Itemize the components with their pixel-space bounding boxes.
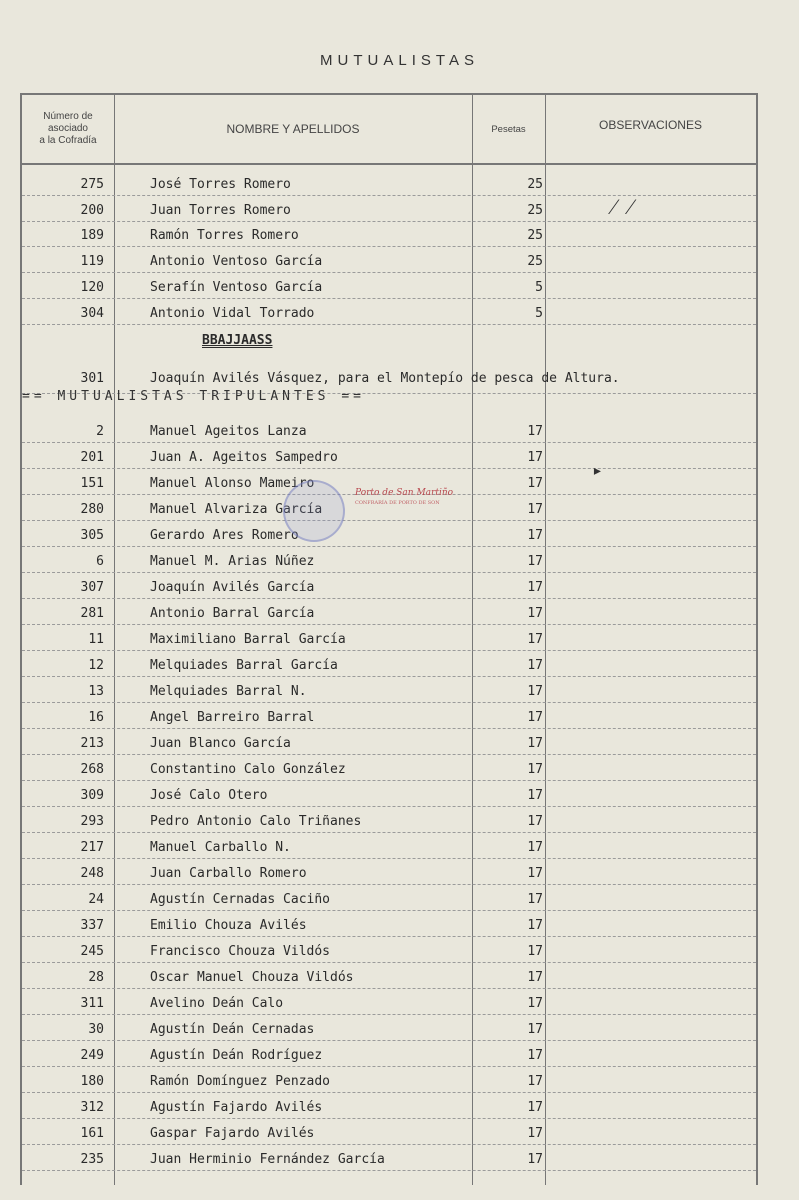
member-name: Agustín Fajardo Avilés	[150, 1100, 323, 1115]
member-number: 6	[96, 554, 104, 569]
table-row	[22, 963, 756, 989]
member-name: Antonio Vidal Torrado	[150, 306, 315, 321]
stamp-subtitle: CONFRARÍA DE PORTO DE SON	[355, 500, 440, 506]
member-number: 28	[88, 970, 104, 985]
member-number: 280	[80, 502, 104, 517]
pesetas-amount: 17	[527, 1152, 543, 1167]
pesetas-amount: 17	[527, 554, 543, 569]
pesetas-amount: 17	[527, 788, 543, 803]
table-row	[22, 1119, 756, 1145]
member-name: Francisco Chouza Vildós	[150, 944, 331, 959]
pesetas-amount: 17	[527, 1022, 543, 1037]
table-row	[22, 273, 756, 299]
member-number: 312	[80, 1100, 104, 1115]
page-title: MUTUALISTAS	[320, 52, 479, 69]
member-number: 119	[80, 254, 104, 269]
table-row	[22, 196, 756, 222]
member-number: 11	[88, 632, 104, 647]
member-name: Serafín Ventoso García	[150, 280, 323, 295]
pesetas-amount: 17	[527, 736, 543, 751]
member-name: Melquiades Barral García	[150, 658, 338, 673]
pesetas-amount: 17	[527, 840, 543, 855]
member-number: 213	[80, 736, 104, 751]
member-name: Manuel Ageitos Lanza	[150, 424, 307, 439]
member-number: 180	[80, 1074, 104, 1089]
member-number: 337	[80, 918, 104, 933]
table-row	[22, 599, 756, 625]
member-number: 304	[80, 306, 104, 321]
member-name: Avelino Deán Calo	[150, 996, 284, 1011]
pesetas-amount: 17	[527, 1100, 543, 1115]
table-row	[22, 521, 756, 547]
table-row	[22, 221, 756, 247]
pesetas-amount: 17	[527, 632, 543, 647]
member-name: José Torres Romero	[150, 177, 291, 192]
table-row	[22, 677, 756, 703]
header-name: NOMBRE Y APELLIDOS	[226, 122, 360, 136]
table-row	[22, 417, 756, 443]
table-row	[22, 859, 756, 885]
pesetas-amount: 17	[527, 1048, 543, 1063]
member-number: 217	[80, 840, 104, 855]
member-name: Manuel Carballo N.	[150, 840, 291, 855]
pesetas-amount: 5	[535, 306, 543, 321]
member-number: 24	[88, 892, 104, 907]
member-number: 235	[80, 1152, 104, 1167]
stamp-logo-icon	[283, 480, 345, 542]
table-row	[22, 911, 756, 937]
member-number: 16	[88, 710, 104, 725]
member-name: Maximiliano Barral García	[150, 632, 346, 647]
pesetas-amount: 17	[527, 970, 543, 985]
table-row	[22, 703, 756, 729]
member-number: 311	[80, 996, 104, 1011]
member-name: Agustín Deán Rodríguez	[150, 1048, 323, 1063]
pesetas-amount: 17	[527, 606, 543, 621]
member-name: Pedro Antonio Calo Triñanes	[150, 814, 362, 829]
table-row	[22, 299, 756, 325]
pesetas-amount: 17	[527, 918, 543, 933]
member-number: 305	[80, 528, 104, 543]
member-name: Gaspar Fajardo Avilés	[150, 1126, 315, 1141]
ledger-table	[20, 93, 758, 1185]
pesetas-amount: 17	[527, 762, 543, 777]
member-number: 309	[80, 788, 104, 803]
pesetas-amount: 17	[527, 580, 543, 595]
member-name: Ramón Torres Romero	[150, 228, 299, 243]
table-row	[22, 1145, 756, 1171]
member-name: Gerardo Ares Romero	[150, 528, 299, 543]
pesetas-amount: 25	[527, 203, 543, 218]
stamp	[355, 488, 475, 508]
pesetas-amount: 17	[527, 424, 543, 439]
note-row-number: 301	[80, 371, 104, 386]
member-name: Melquiades Barral N.	[150, 684, 307, 699]
member-number: 293	[80, 814, 104, 829]
header-observations: OBSERVACIONES	[599, 118, 702, 132]
header-member-number: Número de asociado a la Cofradía	[39, 111, 97, 146]
member-name: Emilio Chouza Avilés	[150, 918, 307, 933]
member-name: Manuel Alvariza García	[150, 502, 323, 517]
table-row	[22, 989, 756, 1015]
member-name: Juan Torres Romero	[150, 203, 291, 218]
ink-mark-icon: ▸	[592, 460, 603, 481]
pesetas-amount: 17	[527, 450, 543, 465]
table-row	[22, 729, 756, 755]
member-name: Juan Carballo Romero	[150, 866, 307, 881]
table-row	[22, 781, 756, 807]
member-name: Joaquín Avilés García	[150, 580, 315, 595]
table-row	[22, 755, 756, 781]
pesetas-amount: 5	[535, 280, 543, 295]
pesetas-amount: 17	[527, 996, 543, 1011]
member-number: 189	[80, 228, 104, 243]
member-number: 249	[80, 1048, 104, 1063]
table-row	[22, 1041, 756, 1067]
member-name: Antonio Barral García	[150, 606, 315, 621]
pesetas-amount: 25	[527, 228, 543, 243]
member-number: 307	[80, 580, 104, 595]
member-name: Agustín Cernadas Caciño	[150, 892, 331, 907]
member-number: 201	[80, 450, 104, 465]
note-row-text: Joaquín Avilés Vásquez, para el Montepío de pesca de Altura.	[150, 371, 620, 386]
pesetas-amount: 17	[527, 866, 543, 881]
table-row	[22, 443, 756, 469]
member-number: 245	[80, 944, 104, 959]
table-row	[22, 573, 756, 599]
member-name: Juan Herminio Fernández García	[150, 1152, 385, 1167]
member-number: 200	[80, 203, 104, 218]
table-row	[22, 170, 756, 196]
pesetas-amount: 17	[527, 476, 543, 491]
member-name: Juan A. Ageitos Sampedro	[150, 450, 338, 465]
table-row	[22, 1093, 756, 1119]
subheading-mutualistas-tripulantes: == MUTUALISTAS TRIPULANTES ==	[22, 389, 365, 404]
member-name: Ramón Domínguez Penzado	[150, 1074, 331, 1089]
pesetas-amount: 17	[527, 684, 543, 699]
member-name: Manuel M. Arias Núñez	[150, 554, 315, 569]
pesetas-amount: 17	[527, 710, 543, 725]
member-name: Constantino Calo González	[150, 762, 346, 777]
member-name: Angel Barreiro Barral	[150, 710, 315, 725]
member-name: José Calo Otero	[150, 788, 268, 803]
member-number: 151	[80, 476, 104, 491]
handwritten-check-icon: ⁄ ⁄	[612, 195, 633, 220]
member-number: 248	[80, 866, 104, 881]
table-row	[22, 247, 756, 273]
pesetas-amount: 25	[527, 254, 543, 269]
table-row	[22, 807, 756, 833]
member-number: 161	[80, 1126, 104, 1141]
table-row	[22, 885, 756, 911]
pesetas-amount: 17	[527, 1074, 543, 1089]
table-row	[22, 547, 756, 573]
table-row	[22, 1015, 756, 1041]
header-pesetas: Pesetas	[491, 123, 526, 135]
member-name: Oscar Manuel Chouza Vildós	[150, 970, 354, 985]
member-number: 275	[80, 177, 104, 192]
member-name: Manuel Alonso Mameiro	[150, 476, 315, 491]
pesetas-amount: 17	[527, 1126, 543, 1141]
table-row	[22, 651, 756, 677]
pesetas-amount: 17	[527, 502, 543, 517]
member-number: 2	[96, 424, 104, 439]
member-number: 30	[88, 1022, 104, 1037]
member-name: Antonio Ventoso García	[150, 254, 323, 269]
header-rule	[22, 163, 756, 165]
member-name: Juan Blanco García	[150, 736, 291, 751]
stamp-title: Porto de San Martiño	[355, 488, 454, 498]
pesetas-amount: 17	[527, 944, 543, 959]
member-number: 281	[80, 606, 104, 621]
pesetas-amount: 17	[527, 528, 543, 543]
table-row	[22, 833, 756, 859]
pesetas-amount: 17	[527, 814, 543, 829]
member-number: 12	[88, 658, 104, 673]
member-number: 13	[88, 684, 104, 699]
pesetas-amount: 25	[527, 177, 543, 192]
table-row	[22, 937, 756, 963]
pesetas-amount: 17	[527, 658, 543, 673]
member-number: 268	[80, 762, 104, 777]
member-number: 120	[80, 280, 104, 295]
section-label-bajas: BBAJJAASS	[202, 333, 273, 348]
pesetas-amount: 17	[527, 892, 543, 907]
member-name: Agustín Deán Cernadas	[150, 1022, 315, 1037]
table-row	[22, 1067, 756, 1093]
table-row	[22, 625, 756, 651]
